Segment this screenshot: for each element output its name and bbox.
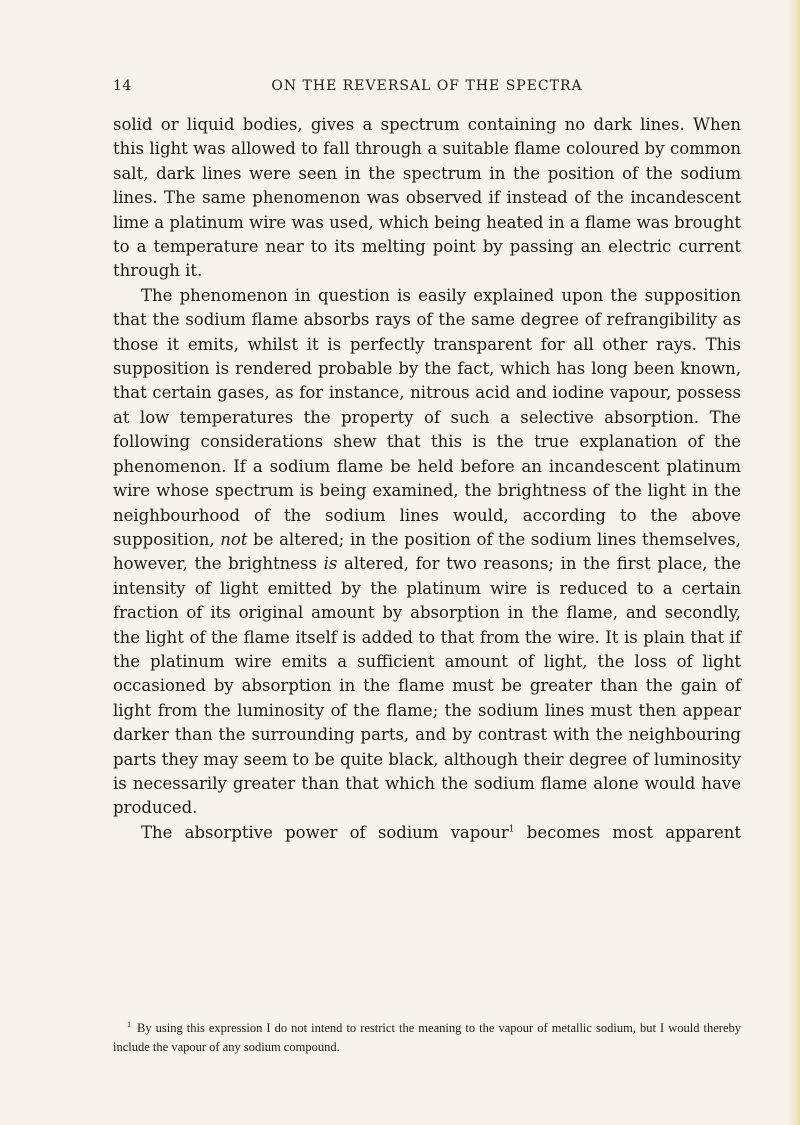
running-title: ON THE REVERSAL OF THE SPECTRA	[271, 78, 583, 94]
paragraph-1: solid or liquid bodies, gives a spectrum containing no dark lines. When this light was allowed to fall through a suitable flame coloured by common salt, dark lines were seen in the spectrum in the position of the sodium lines. The same phenomenon was observed if instead of the incandescent lime a platinum wire was used, which being heated in a flame was brought to a temperature near to its melting point by passing an electric current through it.	[113, 115, 741, 281]
page-header	[113, 78, 741, 100]
paragraph-2-part-c: altered, for two reasons; in the first place, the intensity of light emitted by the platinum wire is reduced to a certain fraction of its original amount by absorption in the flame, and secondly, the light of the flame itself is added to that from the wire. It is plain that if the platinum wire emits a sufficient amount of light, the loss of light occasioned by absorption in the flame must be greater than the gain of light from the luminosity of the flame; the sodium lines must then appear darker than the surrounding parts, and by contrast with the neighbouring parts they may seem to be quite black, although their degree of luminosity is necessarily greater than that which the sodium flame alone would have produced.	[113, 554, 741, 818]
paragraph-3-part-a: The absorptive power of sodium vapour	[141, 822, 509, 842]
emphasis-is: is	[323, 554, 338, 574]
footnote-text: By using this expression I do not intend to restrict the meaning to the vapour of metallic sodium, but I would thereby include the vapour of any sodium compound.	[113, 1021, 741, 1054]
footnote-reference[interactable]: 1	[508, 824, 515, 835]
paragraph-2-part-a: The phenomenon in question is easily explained upon the supposition that the sodium flame absorbs rays of the same degree of refrangibility as those it emits, whilst it is perfectly transparent for all other rays. This supposition is rendered probable by the fact, which has long been known, that certain gases, as for instance, nitrous acid and iodine vapour, possess at low temperatures the property of such a selective absorption. The following considerations shew that this is the true explanation of the phenomenon. If a sodium flame be held before an incandescent platinum wire whose spectrum is being examined, the brightness of the light in the neighbourhood of the sodium lines would, according to the above supposition,	[113, 285, 741, 549]
paragraph-2	[113, 284, 741, 821]
footnote-paragraph	[113, 1019, 741, 1057]
paragraph-3-part-b: becomes most apparent	[526, 822, 741, 842]
paragraph-2-part-b: be altered; in the position of the sodium lines themselves, however, the brightness	[113, 529, 742, 574]
footnote-marker: 1	[127, 1019, 131, 1029]
page-edge-shading	[786, 0, 800, 1125]
emphasis-not: not	[220, 529, 248, 549]
body-text	[113, 113, 741, 845]
footnote	[113, 1019, 741, 1057]
page-number: 14	[113, 78, 132, 94]
paragraph-3	[113, 821, 741, 845]
